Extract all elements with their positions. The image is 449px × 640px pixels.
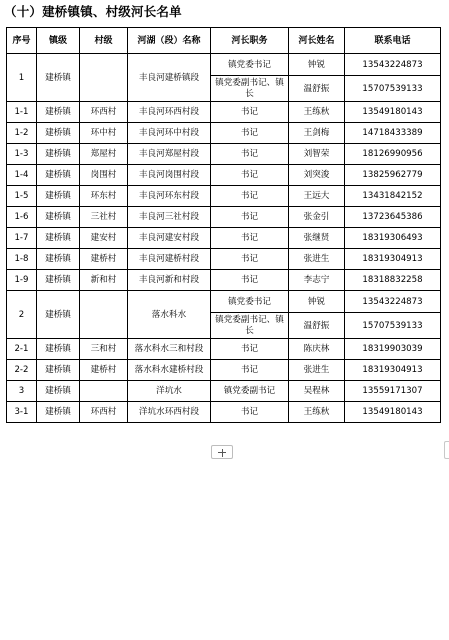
cell-river: 丰良河环东村段 [128,186,211,207]
cell-name: 王剑梅 [289,123,345,144]
cell-village: 建桥村 [80,360,128,381]
table-row [7,165,441,186]
document-title: （十）建桥镇镇、村级河长名单 [4,4,182,19]
cell-river: 丰良河建安村段 [128,228,211,249]
cell-village: 建桥村 [80,249,128,270]
cell-name: 温舒振 [289,313,345,339]
cell-village: 环东村 [80,186,128,207]
cell-duty: 书记 [211,228,289,249]
header-seq: 序号 [7,28,37,54]
cell-village: 三社村 [80,207,128,228]
cell-seq: 1-8 [7,249,37,270]
cell-town: 建桥镇 [37,402,80,423]
cell-phone: 15707539133 [345,313,441,339]
cell-village: 建安村 [80,228,128,249]
table-row [7,402,441,423]
cell-phone: 15707539133 [345,76,441,102]
cell-seq: 2-2 [7,360,37,381]
cell-duty: 书记 [211,249,289,270]
cell-seq: 3-1 [7,402,37,423]
cell-name: 张金引 [289,207,345,228]
cell-phone: 18318832258 [345,270,441,291]
cell-river: 落水科水三和村段 [128,339,211,360]
cell-river: 丰良河三社村段 [128,207,211,228]
cell-name: 陈庆林 [289,339,345,360]
header-village: 村级 [80,28,128,54]
cell-town: 建桥镇 [37,249,80,270]
cell-village: 新和村 [80,270,128,291]
table-row [7,102,441,123]
header-duty: 河长职务 [211,28,289,54]
cell-village [80,291,128,339]
cell-town: 建桥镇 [37,186,80,207]
table-row [7,207,441,228]
cell-town: 建桥镇 [37,228,80,249]
cell-phone: 13825962779 [345,165,441,186]
cell-name: 张进生 [289,360,345,381]
cell-name: 王练秋 [289,402,345,423]
cell-village: 环西村 [80,102,128,123]
table-header-row [7,28,441,54]
cell-duty: 书记 [211,270,289,291]
cell-river: 落水科水建桥村段 [128,360,211,381]
cell-phone: 13549180143 [345,402,441,423]
cell-river: 丰良河新和村段 [128,270,211,291]
table-row [7,339,441,360]
cell-name: 温舒振 [289,76,345,102]
cell-duty: 书记 [211,186,289,207]
side-panel-handle[interactable] [444,441,449,459]
cell-name: 王远大 [289,186,345,207]
cell-river: 落水科水 [128,291,211,339]
add-row-button[interactable] [211,445,233,459]
cell-seq: 1-5 [7,186,37,207]
cell-seq: 1-6 [7,207,37,228]
cell-name: 钟锐 [289,291,345,313]
cell-name: 李志宁 [289,270,345,291]
cell-seq: 1-7 [7,228,37,249]
cell-duty: 书记 [211,102,289,123]
cell-river: 洋坑水环西村段 [128,402,211,423]
cell-town: 建桥镇 [37,165,80,186]
cell-name: 吴程林 [289,381,345,402]
cell-seq: 1-9 [7,270,37,291]
cell-duty: 镇党委书记 [211,291,289,313]
cell-town: 建桥镇 [37,123,80,144]
cell-duty: 书记 [211,123,289,144]
cell-town: 建桥镇 [37,360,80,381]
cell-seq: 1-1 [7,102,37,123]
cell-phone: 13549180143 [345,102,441,123]
cell-phone: 13543224873 [345,291,441,313]
cell-name: 张进生 [289,249,345,270]
cell-duty: 书记 [211,402,289,423]
table-row [7,54,441,76]
cell-duty: 镇党委副书记、镇长 [211,313,289,339]
cell-seq: 1-2 [7,123,37,144]
cell-name: 钟锐 [289,54,345,76]
cell-phone: 13559171307 [345,381,441,402]
cell-town: 建桥镇 [37,339,80,360]
cell-town: 建桥镇 [37,270,80,291]
cell-seq: 1 [7,54,37,102]
cell-phone: 14718433389 [345,123,441,144]
cell-village: 岗围村 [80,165,128,186]
cell-town: 建桥镇 [37,207,80,228]
table-row [7,291,441,313]
header-phone: 联系电话 [345,28,441,54]
cell-town: 建桥镇 [37,102,80,123]
table-row [7,186,441,207]
cell-seq: 1-3 [7,144,37,165]
table-row [7,123,441,144]
cell-phone: 13543224873 [345,54,441,76]
cell-river: 丰良河环西村段 [128,102,211,123]
header-river: 河湖（段）名称 [128,28,211,54]
cell-phone: 18319304913 [345,249,441,270]
cell-duty: 书记 [211,165,289,186]
cell-village: 郑屋村 [80,144,128,165]
cell-town: 建桥镇 [37,144,80,165]
cell-seq: 3 [7,381,37,402]
cell-village: 环中村 [80,123,128,144]
cell-village: 三和村 [80,339,128,360]
cell-duty: 书记 [211,207,289,228]
cell-seq: 2 [7,291,37,339]
cell-duty: 镇党委副书记、镇长 [211,76,289,102]
cell-village [80,54,128,102]
river-chief-table [6,27,441,423]
cell-town: 建桥镇 [37,381,80,402]
table-row [7,270,441,291]
table-row [7,228,441,249]
cell-river: 丰良河环中村段 [128,123,211,144]
cell-duty: 书记 [211,339,289,360]
cell-phone: 18319304913 [345,360,441,381]
cell-town: 建桥镇 [37,291,80,339]
table-row [7,360,441,381]
cell-duty: 镇党委副书记 [211,381,289,402]
table-row [7,144,441,165]
cell-duty: 书记 [211,360,289,381]
cell-river: 丰良河建桥村段 [128,249,211,270]
table-row [7,249,441,270]
header-town: 镇级 [37,28,80,54]
cell-duty: 镇党委书记 [211,54,289,76]
cell-name: 刘智荣 [289,144,345,165]
cell-name: 王练秋 [289,102,345,123]
cell-river: 丰良河建桥镇段 [128,54,211,102]
cell-village [80,381,128,402]
cell-town: 建桥镇 [37,54,80,102]
cell-phone: 13431842152 [345,186,441,207]
cell-river: 丰良河郑屋村段 [128,144,211,165]
cell-name: 张继贤 [289,228,345,249]
cell-village: 环西村 [80,402,128,423]
cell-seq: 2-1 [7,339,37,360]
table-row [7,381,441,402]
cell-river: 洋坑水 [128,381,211,402]
cell-duty: 书记 [211,144,289,165]
cell-river: 丰良河岗围村段 [128,165,211,186]
cell-phone: 18319306493 [345,228,441,249]
cell-phone: 13723645386 [345,207,441,228]
cell-phone: 18126990956 [345,144,441,165]
cell-seq: 1-4 [7,165,37,186]
header-name: 河长姓名 [289,28,345,54]
cell-name: 刘突浚 [289,165,345,186]
cell-phone: 18319903039 [345,339,441,360]
